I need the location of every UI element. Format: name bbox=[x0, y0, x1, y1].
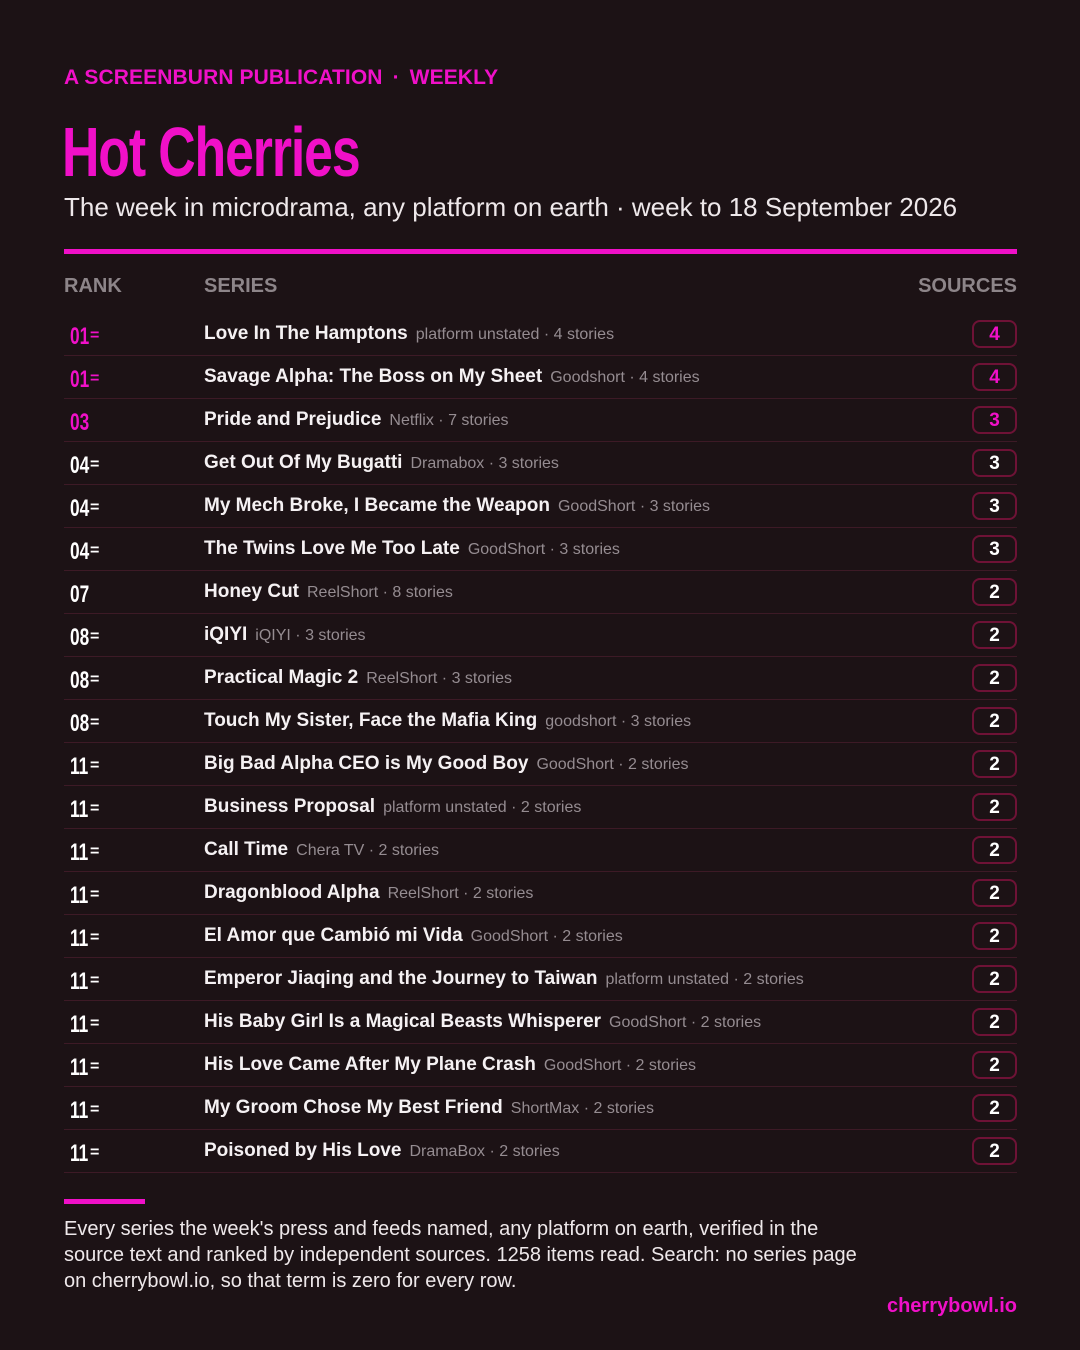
rank-cell bbox=[70, 837, 99, 868]
table-row[interactable] bbox=[64, 700, 1017, 743]
series-cell bbox=[204, 451, 559, 476]
rank-number: 11 bbox=[70, 1054, 89, 1081]
series-title: Emperor Jiaqing and the Journey to Taiwan bbox=[204, 968, 598, 989]
column-header-sources: SOURCES bbox=[918, 275, 1017, 297]
footer-divider bbox=[64, 1199, 145, 1204]
rank-cell bbox=[70, 880, 99, 911]
table-row[interactable] bbox=[64, 399, 1017, 442]
tie-marker: = bbox=[90, 542, 100, 559]
rank-cell bbox=[70, 579, 90, 610]
series-cell bbox=[204, 709, 691, 734]
series-cell bbox=[204, 1053, 696, 1078]
rank-cell bbox=[70, 321, 99, 352]
series-meta: Chera TV · 2 stories bbox=[296, 842, 440, 859]
publication-name: A SCREENBURN PUBLICATION bbox=[64, 66, 383, 89]
rank-number: 11 bbox=[70, 1011, 89, 1038]
sources-badge: 2 bbox=[972, 879, 1017, 907]
rank-cell bbox=[70, 1052, 99, 1083]
tie-marker: = bbox=[90, 843, 100, 860]
sources-badge: 2 bbox=[972, 836, 1017, 864]
rank-number: 11 bbox=[70, 968, 89, 995]
series-cell bbox=[204, 924, 623, 949]
site-link[interactable]: cherrybowl.io bbox=[886, 1295, 1017, 1317]
table-row[interactable] bbox=[64, 1087, 1017, 1130]
sources-badge: 2 bbox=[972, 922, 1017, 950]
rank-cell bbox=[70, 622, 99, 653]
series-title: His Baby Girl Is a Magical Beasts Whisperer bbox=[204, 1011, 602, 1032]
tie-marker: = bbox=[90, 499, 100, 516]
tie-marker: = bbox=[90, 628, 100, 645]
series-title: His Love Came After My Plane Crash bbox=[204, 1054, 536, 1075]
table-row[interactable] bbox=[64, 958, 1017, 1001]
table-row[interactable] bbox=[64, 485, 1017, 528]
series-cell bbox=[204, 1139, 560, 1164]
series-meta: Netflix · 7 stories bbox=[389, 412, 509, 429]
series-title: Big Bad Alpha CEO is My Good Boy bbox=[204, 753, 529, 774]
tie-marker: = bbox=[90, 370, 100, 387]
tie-marker: = bbox=[90, 456, 100, 473]
series-meta: Dramabox · 3 stories bbox=[410, 455, 559, 472]
series-title: Practical Magic 2 bbox=[204, 667, 359, 688]
rank-number: 01 bbox=[70, 366, 90, 393]
series-cell bbox=[204, 838, 439, 863]
table-row[interactable] bbox=[64, 657, 1017, 700]
sources-badge: 2 bbox=[972, 1094, 1017, 1122]
rank-number: 01 bbox=[70, 323, 90, 350]
series-meta: GoodShort · 2 stories bbox=[609, 1014, 762, 1031]
series-cell bbox=[204, 967, 804, 992]
series-cell bbox=[204, 1010, 761, 1035]
series-title: Business Proposal bbox=[204, 796, 376, 817]
table-row[interactable] bbox=[64, 1044, 1017, 1087]
rank-cell bbox=[70, 364, 99, 395]
series-cell bbox=[204, 494, 710, 519]
tie-marker: = bbox=[90, 1058, 100, 1075]
series-title: Get Out Of My Bugatti bbox=[204, 452, 403, 473]
page-subtitle: The week in microdrama, any platform on earth · week to 18 September 2026 bbox=[64, 192, 958, 222]
series-title: Poisoned by His Love bbox=[204, 1140, 402, 1161]
table-row[interactable] bbox=[64, 442, 1017, 485]
rank-cell bbox=[70, 708, 99, 739]
series-meta: Goodshort · 4 stories bbox=[550, 369, 700, 386]
table-row[interactable] bbox=[64, 829, 1017, 872]
rank-cell bbox=[70, 751, 99, 782]
rank-number: 11 bbox=[70, 839, 89, 866]
methodology-note: Every series the week's press and feeds named, any platform on earth, verified in the source text and ranked by independent sources. 1258 items read. Search: no series page on cherrybowl.io, so that term is zero for every row. bbox=[64, 1218, 857, 1292]
rank-number: 11 bbox=[70, 753, 89, 780]
rank-number: 03 bbox=[70, 409, 90, 436]
series-title: Savage Alpha: The Boss on My Sheet bbox=[204, 366, 543, 387]
series-meta: DramaBox · 2 stories bbox=[409, 1143, 560, 1160]
publication-kicker bbox=[64, 66, 498, 90]
series-cell bbox=[204, 580, 453, 605]
series-title: Love In The Hamptons bbox=[204, 323, 408, 344]
series-cell bbox=[204, 1096, 654, 1121]
table-header bbox=[64, 275, 1017, 301]
rank-number: 04 bbox=[70, 495, 90, 522]
rank-cell bbox=[70, 493, 99, 524]
series-meta: ReelShort · 2 stories bbox=[387, 885, 534, 902]
chart-page bbox=[64, 0, 1017, 1350]
series-title: The Twins Love Me Too Late bbox=[204, 538, 460, 559]
tie-marker: = bbox=[90, 671, 100, 688]
sources-badge: 3 bbox=[972, 535, 1017, 563]
table-row[interactable] bbox=[64, 528, 1017, 571]
table-row[interactable] bbox=[64, 1001, 1017, 1044]
series-meta: ReelShort · 3 stories bbox=[366, 670, 513, 687]
rank-number: 11 bbox=[70, 1097, 89, 1124]
series-title: iQIYI bbox=[204, 624, 248, 645]
rank-number: 07 bbox=[70, 581, 90, 608]
series-title: My Groom Chose My Best Friend bbox=[204, 1097, 503, 1118]
series-meta: goodshort · 3 stories bbox=[545, 713, 692, 730]
sources-badge: 2 bbox=[972, 750, 1017, 778]
sources-badge: 4 bbox=[972, 320, 1017, 348]
rank-cell bbox=[70, 1009, 99, 1040]
rank-number: 11 bbox=[70, 882, 89, 909]
rank-cell bbox=[70, 923, 99, 954]
table-row[interactable] bbox=[64, 872, 1017, 915]
table-row[interactable] bbox=[64, 786, 1017, 829]
tie-marker: = bbox=[90, 972, 100, 989]
column-header-series: SERIES bbox=[204, 275, 278, 297]
series-title: Call Time bbox=[204, 839, 289, 860]
series-cell bbox=[204, 881, 533, 906]
series-meta: platform unstated · 2 stories bbox=[605, 971, 804, 988]
ranking-table bbox=[64, 313, 1017, 1173]
series-meta: ShortMax · 2 stories bbox=[510, 1100, 654, 1117]
series-meta: GoodShort · 2 stories bbox=[470, 928, 623, 945]
series-meta: GoodShort · 3 stories bbox=[557, 498, 711, 515]
rank-number: 08 bbox=[70, 624, 90, 651]
tie-marker: = bbox=[90, 757, 100, 774]
series-cell bbox=[204, 752, 689, 777]
rank-number: 04 bbox=[70, 538, 90, 565]
kicker-separator: · bbox=[392, 66, 400, 89]
series-meta: iQIYI · 3 stories bbox=[255, 627, 366, 644]
rank-cell bbox=[70, 1138, 99, 1169]
series-meta: GoodShort · 2 stories bbox=[536, 756, 689, 773]
series-meta: GoodShort · 3 stories bbox=[467, 541, 620, 558]
sources-badge: 2 bbox=[972, 1137, 1017, 1165]
header-divider bbox=[64, 249, 1017, 254]
rank-number: 11 bbox=[70, 925, 89, 952]
series-title: Touch My Sister, Face the Mafia King bbox=[204, 710, 538, 731]
sources-badge: 2 bbox=[972, 793, 1017, 821]
series-meta: platform unstated · 2 stories bbox=[383, 799, 582, 816]
sources-badge: 2 bbox=[972, 578, 1017, 606]
page-title: Hot Cherries bbox=[62, 113, 360, 191]
rank-cell bbox=[70, 450, 99, 481]
rank-number: 08 bbox=[70, 667, 90, 694]
series-cell bbox=[204, 365, 700, 390]
series-meta: ReelShort · 8 stories bbox=[307, 584, 453, 601]
rank-number: 08 bbox=[70, 710, 90, 737]
rank-number: 11 bbox=[70, 1140, 89, 1167]
tie-marker: = bbox=[90, 800, 100, 817]
series-title: Honey Cut bbox=[204, 581, 299, 602]
sources-badge: 2 bbox=[972, 1008, 1017, 1036]
table-row[interactable] bbox=[64, 313, 1017, 356]
sources-badge: 2 bbox=[972, 707, 1017, 735]
series-meta: GoodShort · 2 stories bbox=[543, 1057, 696, 1074]
rank-cell bbox=[70, 536, 99, 567]
series-meta: platform unstated · 4 stories bbox=[415, 326, 615, 343]
rank-number: 04 bbox=[70, 452, 90, 479]
tie-marker: = bbox=[90, 886, 100, 903]
sources-badge: 2 bbox=[972, 965, 1017, 993]
table-row[interactable] bbox=[64, 571, 1017, 614]
table-row[interactable] bbox=[64, 1130, 1017, 1173]
rank-cell bbox=[70, 665, 99, 696]
column-header-rank: RANK bbox=[64, 275, 122, 297]
tie-marker: = bbox=[90, 327, 100, 344]
rank-cell bbox=[70, 1095, 99, 1126]
series-cell bbox=[204, 623, 366, 648]
publication-frequency: WEEKLY bbox=[409, 66, 499, 89]
tie-marker: = bbox=[90, 1101, 100, 1118]
sources-badge: 2 bbox=[972, 664, 1017, 692]
tie-marker: = bbox=[90, 1015, 100, 1032]
table-row[interactable] bbox=[64, 915, 1017, 958]
series-title: Dragonblood Alpha bbox=[204, 882, 380, 903]
series-title: Pride and Prejudice bbox=[204, 409, 382, 430]
rank-cell bbox=[70, 794, 99, 825]
rank-number: 11 bbox=[70, 796, 89, 823]
series-title: My Mech Broke, I Became the Weapon bbox=[204, 495, 550, 516]
tie-marker: = bbox=[90, 1144, 100, 1161]
series-title: El Amor que Cambió mi Vida bbox=[204, 925, 463, 946]
sources-badge: 4 bbox=[972, 363, 1017, 391]
series-cell bbox=[204, 795, 581, 820]
tie-marker: = bbox=[90, 929, 100, 946]
sources-badge: 3 bbox=[972, 492, 1017, 520]
sources-badge: 3 bbox=[972, 406, 1017, 434]
series-cell bbox=[204, 322, 614, 347]
sources-badge: 2 bbox=[972, 1051, 1017, 1079]
series-cell bbox=[204, 537, 620, 562]
table-row[interactable] bbox=[64, 743, 1017, 786]
series-cell bbox=[204, 666, 512, 691]
table-row[interactable] bbox=[64, 356, 1017, 399]
series-cell bbox=[204, 408, 509, 433]
sources-badge: 3 bbox=[972, 449, 1017, 477]
sources-badge: 2 bbox=[972, 621, 1017, 649]
tie-marker: = bbox=[90, 714, 100, 731]
rank-cell bbox=[70, 407, 90, 438]
rank-cell bbox=[70, 966, 99, 997]
table-row[interactable] bbox=[64, 614, 1017, 657]
